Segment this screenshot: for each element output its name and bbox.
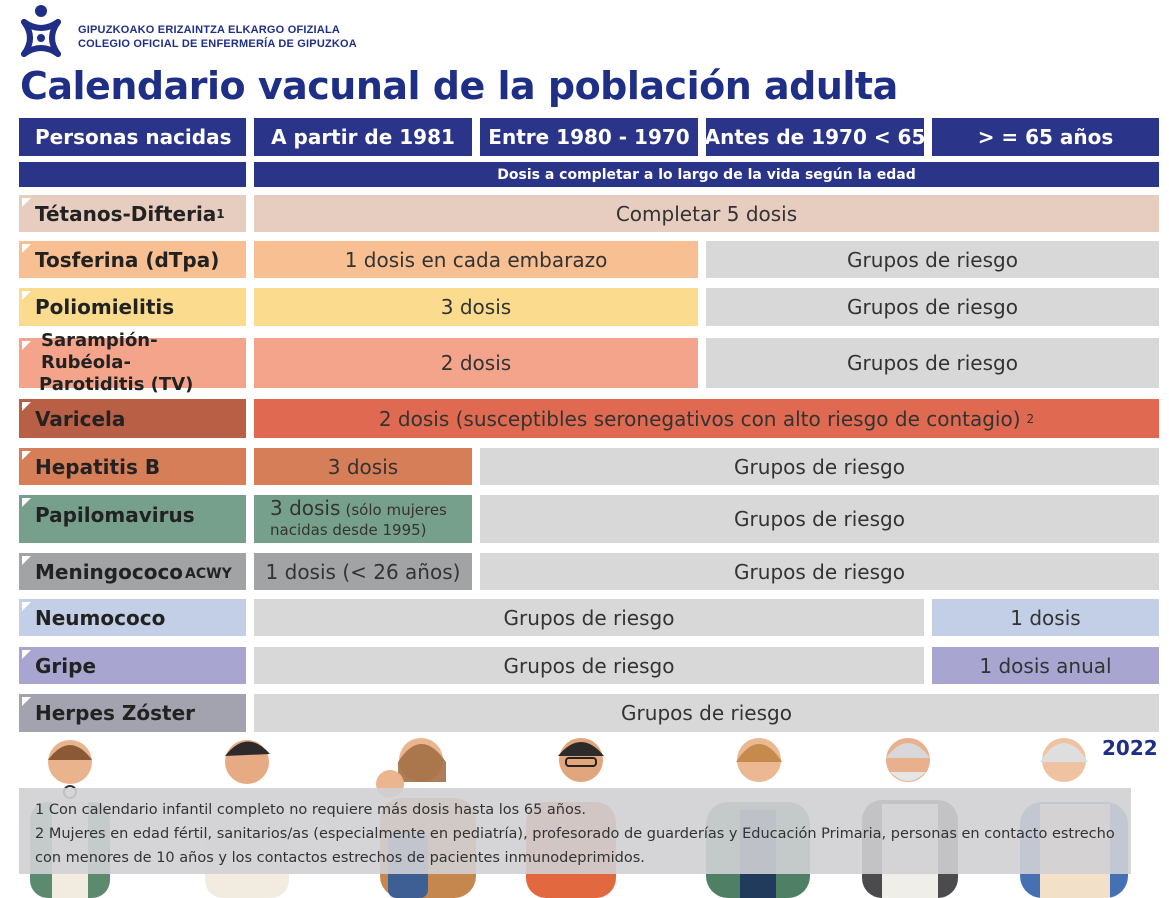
row-label-text: Tétanos-Difteria bbox=[35, 201, 217, 226]
footnotes bbox=[19, 788, 1131, 874]
cell-papiloma-note-2: nacidas desde 1995) bbox=[270, 521, 427, 539]
cell-herpes: Grupos de riesgo bbox=[254, 694, 1159, 732]
row-label-line-1: Sarampión-Rubéola- bbox=[41, 330, 158, 373]
org-name-eu: GIPUZKOAKO ERIZAINTZA ELKARGO OFIZIALA bbox=[78, 24, 341, 36]
col-header-antes-1970: Antes de 1970 < 65 bbox=[706, 118, 924, 156]
cell-polio-a: 3 dosis bbox=[254, 288, 698, 326]
cell-varicela bbox=[254, 399, 1159, 438]
row-label-polio: Poliomielitis bbox=[19, 288, 246, 326]
cell-hepatitis-b: Grupos de riesgo bbox=[480, 448, 1159, 485]
col-header-1981: A partir de 1981 bbox=[254, 118, 472, 156]
row-label-tosferina: Tosferina (dTpa) bbox=[19, 241, 246, 278]
cell-papiloma-dose: 3 dosis bbox=[270, 496, 341, 520]
subheader-spacer bbox=[19, 162, 246, 187]
cell-sarampion-b: Grupos de riesgo bbox=[706, 338, 1159, 388]
cell-sarampion-a: 2 dosis bbox=[254, 338, 698, 388]
row-label-neumococo: Neumococo bbox=[19, 599, 246, 636]
footnote-ref: 1 bbox=[216, 206, 225, 221]
col-header-1980-1970: Entre 1980 - 1970 bbox=[480, 118, 698, 156]
col-header-65: > = 65 años bbox=[932, 118, 1159, 156]
row-label-gripe: Gripe bbox=[19, 647, 246, 684]
cell-neumococo-b: 1 dosis bbox=[932, 599, 1159, 636]
row-label-sarampion bbox=[19, 330, 246, 395]
cell-papiloma-b: Grupos de riesgo bbox=[480, 495, 1159, 543]
page-title: Calendario vacunal de la población adulta bbox=[20, 64, 898, 108]
row-label-varicela: Varicela bbox=[19, 399, 246, 438]
row-label-tetanos bbox=[19, 195, 246, 232]
row-label-suffix: ACWY bbox=[185, 565, 232, 582]
cell-polio-b: Grupos de riesgo bbox=[706, 288, 1159, 326]
row-label-herpes: Herpes Zóster bbox=[19, 694, 246, 732]
cell-papiloma-note-1: (sólo mujeres bbox=[345, 501, 447, 519]
logo-icon bbox=[18, 4, 64, 58]
row-label-hepatitis: Hepatitis B bbox=[19, 448, 246, 485]
cell-varicela-text: 2 dosis (susceptibles seronegativos con alto riesgo de contagio) bbox=[378, 406, 1021, 431]
cell-tosferina-b: Grupos de riesgo bbox=[706, 241, 1159, 278]
row-label-line-2: Parotiditis (TV) bbox=[39, 374, 194, 395]
cell-hepatitis-a: 3 dosis bbox=[254, 448, 472, 485]
cell-neumococo-a: Grupos de riesgo bbox=[254, 599, 924, 636]
row-label-papiloma: Papilomavirus bbox=[19, 495, 246, 543]
footnote-2-line-1: 2 Mujeres en edad fértil, sanitarios/as (especialmente en pediatría), profesorado de guarderías y Educación Primaria, personas en contacto estrecho bbox=[35, 826, 1115, 842]
cell-tosferina-a: 1 dosis en cada embarazo bbox=[254, 241, 698, 278]
subheader: Dosis a completar a lo largo de la vida según la edad bbox=[254, 162, 1159, 187]
org-name-es: COLEGIO OFICIAL DE ENFERMERÍA DE GIPUZKOA bbox=[78, 38, 357, 50]
row-label-meningococo bbox=[19, 553, 246, 590]
cell-gripe-b: 1 dosis anual bbox=[932, 647, 1159, 684]
footnote-ref: 2 bbox=[1026, 411, 1035, 426]
footnote-1: 1 Con calendario infantil completo no requiere más dosis hasta los 65 años. bbox=[35, 802, 587, 818]
cell-tetanos: Completar 5 dosis bbox=[254, 195, 1159, 232]
footnote-2-line-2: con menores de 10 años y los contactos estrechos de pacientes inmunodeprimidos. bbox=[35, 850, 645, 866]
cell-meningococo-a: 1 dosis (< 26 años) bbox=[254, 553, 472, 590]
cell-papiloma-a bbox=[254, 495, 472, 543]
year-label: 2022 bbox=[1102, 736, 1158, 760]
row-label-text: Meningococo bbox=[35, 559, 184, 584]
col-header-personas: Personas nacidas bbox=[19, 118, 246, 156]
cell-gripe-a: Grupos de riesgo bbox=[254, 647, 924, 684]
cell-meningococo-b: Grupos de riesgo bbox=[480, 553, 1159, 590]
